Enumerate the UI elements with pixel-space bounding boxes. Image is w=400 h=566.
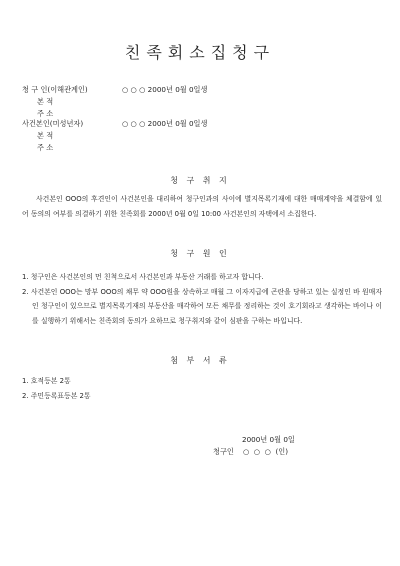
claimant-domicile-label: 본 적 — [37, 97, 54, 106]
purpose-text: 사건본인 OOO의 후견인이 사건본인을 대리하여 청구인과의 사이에 별지목록기재에 대한 매매계약을 체결함에 있어 동의의 여부를 의결하기 위한 친족회를 2000년 0월 0일 10:00 사건본인의 자택에서 소집한다. — [22, 195, 382, 218]
subject-domicile-label: 본 적 — [37, 131, 54, 140]
attachment-item: 2. 주민등록표등본 2통 — [22, 391, 91, 400]
cause-item: 2. 사건본인 OOO는 망부 OOO의 채무 약 OOO원을 상속하고 매월 그 이자지급에 곤란을 당하고 있는 실정인 바 원매자인 청구인이 있으므로 별지목록기재의 부동산을 매각하여 모든 채무를 정리하는 것이 호기회라고 생각하는 바이나 이를 실행하기 위해서는 친족회의 동의가 요하므로 청구취지와 같이 심판을 구하는 바입니다. — [22, 287, 382, 325]
subject-domicile-row — [22, 131, 122, 141]
attachment-item: 1. 호적등본 2통 — [22, 377, 71, 385]
cause-list — [22, 270, 382, 328]
claimant-label: 청 구 인(이해관계인) — [22, 85, 88, 94]
purpose-heading: 청 구 취 지 — [170, 176, 230, 185]
signature-claimant: 청구인 ○ ○ ○ (인) — [213, 447, 289, 456]
claimant-address-row — [22, 109, 122, 119]
claimant-row — [22, 85, 207, 95]
cause-heading: 청 구 원 인 — [170, 249, 230, 258]
document-title: 친족회소집청구 — [124, 43, 276, 62]
subject-address-row — [22, 143, 122, 153]
attachments-list — [22, 374, 382, 403]
signature-date: 2000년 0월 0일 — [242, 435, 295, 444]
cause-item: 1. 청구인은 사건본인의 먼 친척으로서 사건본인과 부동산 거래를 하고자 합니다. — [22, 273, 264, 281]
claimant-address-label: 주 소 — [37, 109, 54, 118]
subject-label: 사건본인(미성년자) — [22, 119, 84, 128]
subject-row — [22, 119, 207, 129]
claimant-domicile-row — [22, 97, 122, 107]
subject-value: ○ ○ ○ 2000년 0월 0일생 — [122, 119, 208, 128]
attachments-heading: 첨 부 서 류 — [170, 356, 230, 365]
subject-address-label: 주 소 — [37, 143, 54, 152]
claimant-value: ○ ○ ○ 2000년 0월 0일생 — [122, 85, 208, 94]
